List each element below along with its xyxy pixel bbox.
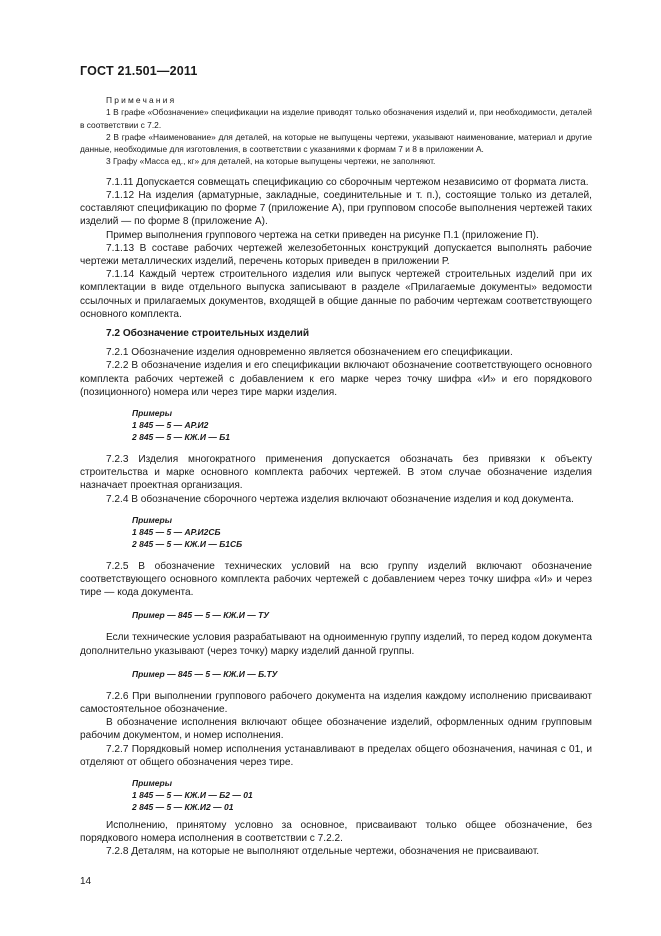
example-line: 1 845 — 5 — АР.И2 <box>132 420 209 431</box>
paragraph-example-group: Пример выполнения группового чертежа на сетки приведен на рисунке П.1 (приложение П). <box>106 229 539 241</box>
example-line: 2 845 — 5 — КЖ.И — Б1 <box>132 432 230 443</box>
section-title-7-2: 7.2 Обозначение строительных изделий <box>106 328 310 340</box>
paragraph-tu-group: Если технические условия разрабатывают на одноименную группу изделий, то перед кодом документа дополнительно указывают (через точку) марку изделий данной группы. <box>80 632 592 657</box>
notes-block <box>80 94 592 168</box>
notes-label: Примечания <box>106 95 177 105</box>
examples-label: Примеры <box>132 408 172 419</box>
paragraph-7-2-3: 7.2.3 Изделия многократного применения допускается обозначать без привязки к объекту строительства и марке основного комплекта рабочих чертежей. В этом случае обозначение изделия назначает проектная организация. <box>80 454 592 492</box>
paragraph-execution: Исполнению, принятому условно за основное, присваивают только общее обозначение, без порядкового номера исполнения в соответствии с 7.2.2. <box>80 820 592 845</box>
paragraph-7-2-6: 7.2.6 При выполнении группового рабочего документа на изделия каждому исполнению присваивают самостоятельное обозначение. <box>80 690 592 716</box>
paragraph-7-1-13: 7.1.13 В составе рабочих чертежей железобетонных конструкций допускается выполнять рабочие чертежи металлических изделий, перечень которых приведен в приложении Р. <box>80 242 592 267</box>
paragraph-7-1-11: 7.1.11 Допускается совмещать спецификацию со сборочным чертежом независимо от формата листа. <box>106 176 589 188</box>
paragraph-7-1-14: 7.1.14 Каждый чертеж строительного изделия или выпуск чертежей строительных изделий при их комплектации в виде отдельного выпуска записывают в разделе «Прилагаемые документы» ведомости ссылочных и прилагаемых документов, входящей в общие данные по рабочим чертежам соответствующего основного комплекта. <box>80 269 592 320</box>
example-line: 1 845 — 5 — КЖ.И — Б2 — 01 <box>132 790 253 801</box>
note-item: 1 В графе «Обозначение» спецификации на изделие приводят только обозначения изделий и, при необходимости, деталей в соответствии с 7.2. <box>80 107 592 130</box>
note-item: 2 В графе «Наименование» для деталей, на которые не выпущены чертежи, указывают наименование, материал и другие данные, необходимые для изготовления, в соответствии с указаниями к формам 7 и 8 в приложении А. <box>80 131 592 155</box>
body-text <box>80 176 592 859</box>
note-item: 3 Графу «Масса ед., кг» для деталей, на которые выпущены чертежи, не заполняют. <box>106 156 436 167</box>
paragraph-7-2-7: 7.2.7 Порядковый номер исполнения устанавливают в пределах общего обозначения, начиная с 01, и отделяют от общего обозначения через тире. <box>80 743 592 768</box>
paragraph-7-2-5: 7.2.5 В обозначение технических условий на всю группу изделий включают обозначение соответствующего основного комплекта рабочих чертежей с добавлением через точку шифра «И» и через тире — кода документа. <box>80 560 592 599</box>
page-header: ГОСТ 21.501—2011 <box>80 64 198 78</box>
example-line: 2 845 — 5 — КЖ.И — Б1СБ <box>132 538 243 549</box>
examples-block-3 <box>80 777 592 813</box>
example-tu: Пример — 845 — 5 — КЖ.И — ТУ <box>132 610 270 621</box>
paragraph-7-1-12: 7.1.12 На изделия (арматурные, закладные, соединительные и т. п.), состоящие только из деталей, составляют спецификацию по форме 7 (приложение А), при групповом способе выполнения чертежей таких изделий — по форме 8 (приложение А). <box>80 189 592 228</box>
examples-block-1 <box>80 407 592 443</box>
examples-block-2 <box>80 514 592 550</box>
examples-label: Примеры <box>132 514 172 525</box>
page-number: 14 <box>80 876 92 887</box>
example-tu-group: Пример — 845 — 5 — КЖ.И — Б.ТУ <box>132 668 278 679</box>
paragraph-7-2-8: 7.2.8 Деталям, на которые не выполняют отдельные чертежи, обозначения не присваивают. <box>106 846 540 858</box>
paragraph-7-2-6-b: В обозначение исполнения включают общее обозначение изделий, оформленных одним групповым рабочим документом, и номер исполнения. <box>80 717 592 742</box>
paragraph-7-2-2: 7.2.2 В обозначение изделия и его спецификации включают обозначение соответствующего основного комплекта рабочих чертежей с добавлением к его марке через точку шифра «И» и его порядкового (позиционного) номера или через тире марки изделия. <box>80 360 592 398</box>
paragraph-7-2-4: 7.2.4 В обозначение сборочного чертежа изделия включают обозначение изделия и код документа. <box>106 493 574 505</box>
example-line: 2 845 — 5 — КЖ.И2 — 01 <box>132 802 234 813</box>
page-content <box>80 94 592 859</box>
examples-label: Примеры <box>132 778 172 789</box>
example-line: 1 845 — 5 — АР.И2СБ <box>132 526 221 537</box>
paragraph-7-2-1: 7.2.1 Обозначение изделия одновременно является обозначением его спецификации. <box>106 347 513 359</box>
